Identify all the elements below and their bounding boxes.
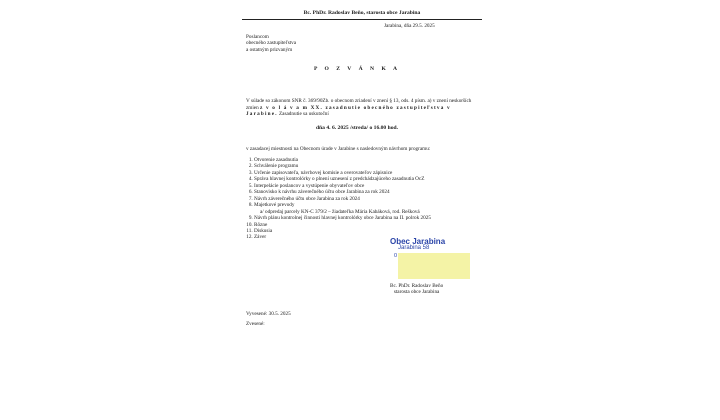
agenda-item: 6. Stanovisko k návrhu záverečného účtu obce Jarabina za rok 2024 xyxy=(254,189,494,195)
addressee-line: Poslancom xyxy=(246,34,269,40)
agenda-item: 3. Určenie zapisovateľa, návrhovej komisie a overovateľov zápisnice xyxy=(254,170,494,176)
agenda-item: 4. Správa hlavnej kontrolórky o plnení uznesení z predchádzajúceho zasadnutia OcZ xyxy=(254,176,494,182)
agenda-intro: v zasadacej miestnosti na Obecnom úrade v Jarabine s nasledovným návrhom programu: xyxy=(246,146,431,152)
redaction-highlight xyxy=(398,253,470,279)
signer-name: Bc. PhDr. Radoslav Beňo xyxy=(390,283,444,289)
date-line: Jarabina, dňa 29.5. 2025 xyxy=(384,23,435,29)
document-title: P O Z V Á N K A xyxy=(314,66,400,72)
agenda-item: 2. Schválenie programu xyxy=(254,163,494,169)
paragraph-text: V súlade so zákonom SNR č. 369/90Zb. o obecnom zriadení v znení § 13, ods. 4 písm. a) v znení neskorších zmien xyxy=(246,98,472,111)
addressee-line: a ostatným prizvaným xyxy=(246,46,293,53)
removed-date: Zvesené: xyxy=(246,321,265,327)
agenda-item: 9. Návrh plánu kontrolnej činnosti hlavnej kontrolórky obce Jarabina na II. polrok 2025 xyxy=(254,215,494,221)
document-page xyxy=(212,0,502,420)
agenda-list xyxy=(242,157,494,241)
letterhead: Bc. PhDr. Radoslav Beňo, starosta obce Jarabina xyxy=(242,10,482,20)
signer-role: starosta obce Jarabina xyxy=(393,289,440,296)
agenda-item: 11. Diskusia xyxy=(254,228,494,234)
stamp-name: Obec Jarabina xyxy=(390,237,446,246)
legal-paragraph xyxy=(246,98,478,118)
paragraph-emphasis: z v o l á v a m XX. zasadnutie obecného zastupiteľstva v Jarabine. xyxy=(246,104,451,118)
signature-block xyxy=(390,283,443,296)
stamp-fragment: 0 xyxy=(394,253,398,259)
agenda-item xyxy=(254,202,494,215)
meeting-time: dňa 4. 6. 2025 /streda/ o 16.00 hod. xyxy=(315,125,399,131)
addressee-block xyxy=(246,34,296,53)
agenda-item: 12. Záver xyxy=(254,234,494,240)
agenda-item: 7. Návrh záverečného účtu obce Jarabina za rok 2024 xyxy=(254,196,494,202)
agenda-subitem: a/ odpredaj parcely KN-C 379/2 – žiadateľka Mária Kabáková, rod. Rešková xyxy=(260,208,420,215)
agenda-item-label: 8. Majetkové prevody xyxy=(254,202,295,209)
stamp-address: Jarabina 58 xyxy=(398,245,430,251)
agenda-item: 5. Interpelácie poslancov a vystúpenie obyvateľov obce xyxy=(254,183,494,189)
agenda-item: 1. Otvorenie zasadnutia xyxy=(254,157,494,163)
agenda-item: 10. Rôzne xyxy=(254,222,494,228)
posted-date: Vyvesené: 30.5. 2025 xyxy=(246,311,291,317)
paragraph-text: Zasadnutie sa uskutoční xyxy=(279,111,329,118)
addressee-line: obecného zastupiteľstva xyxy=(246,40,297,47)
